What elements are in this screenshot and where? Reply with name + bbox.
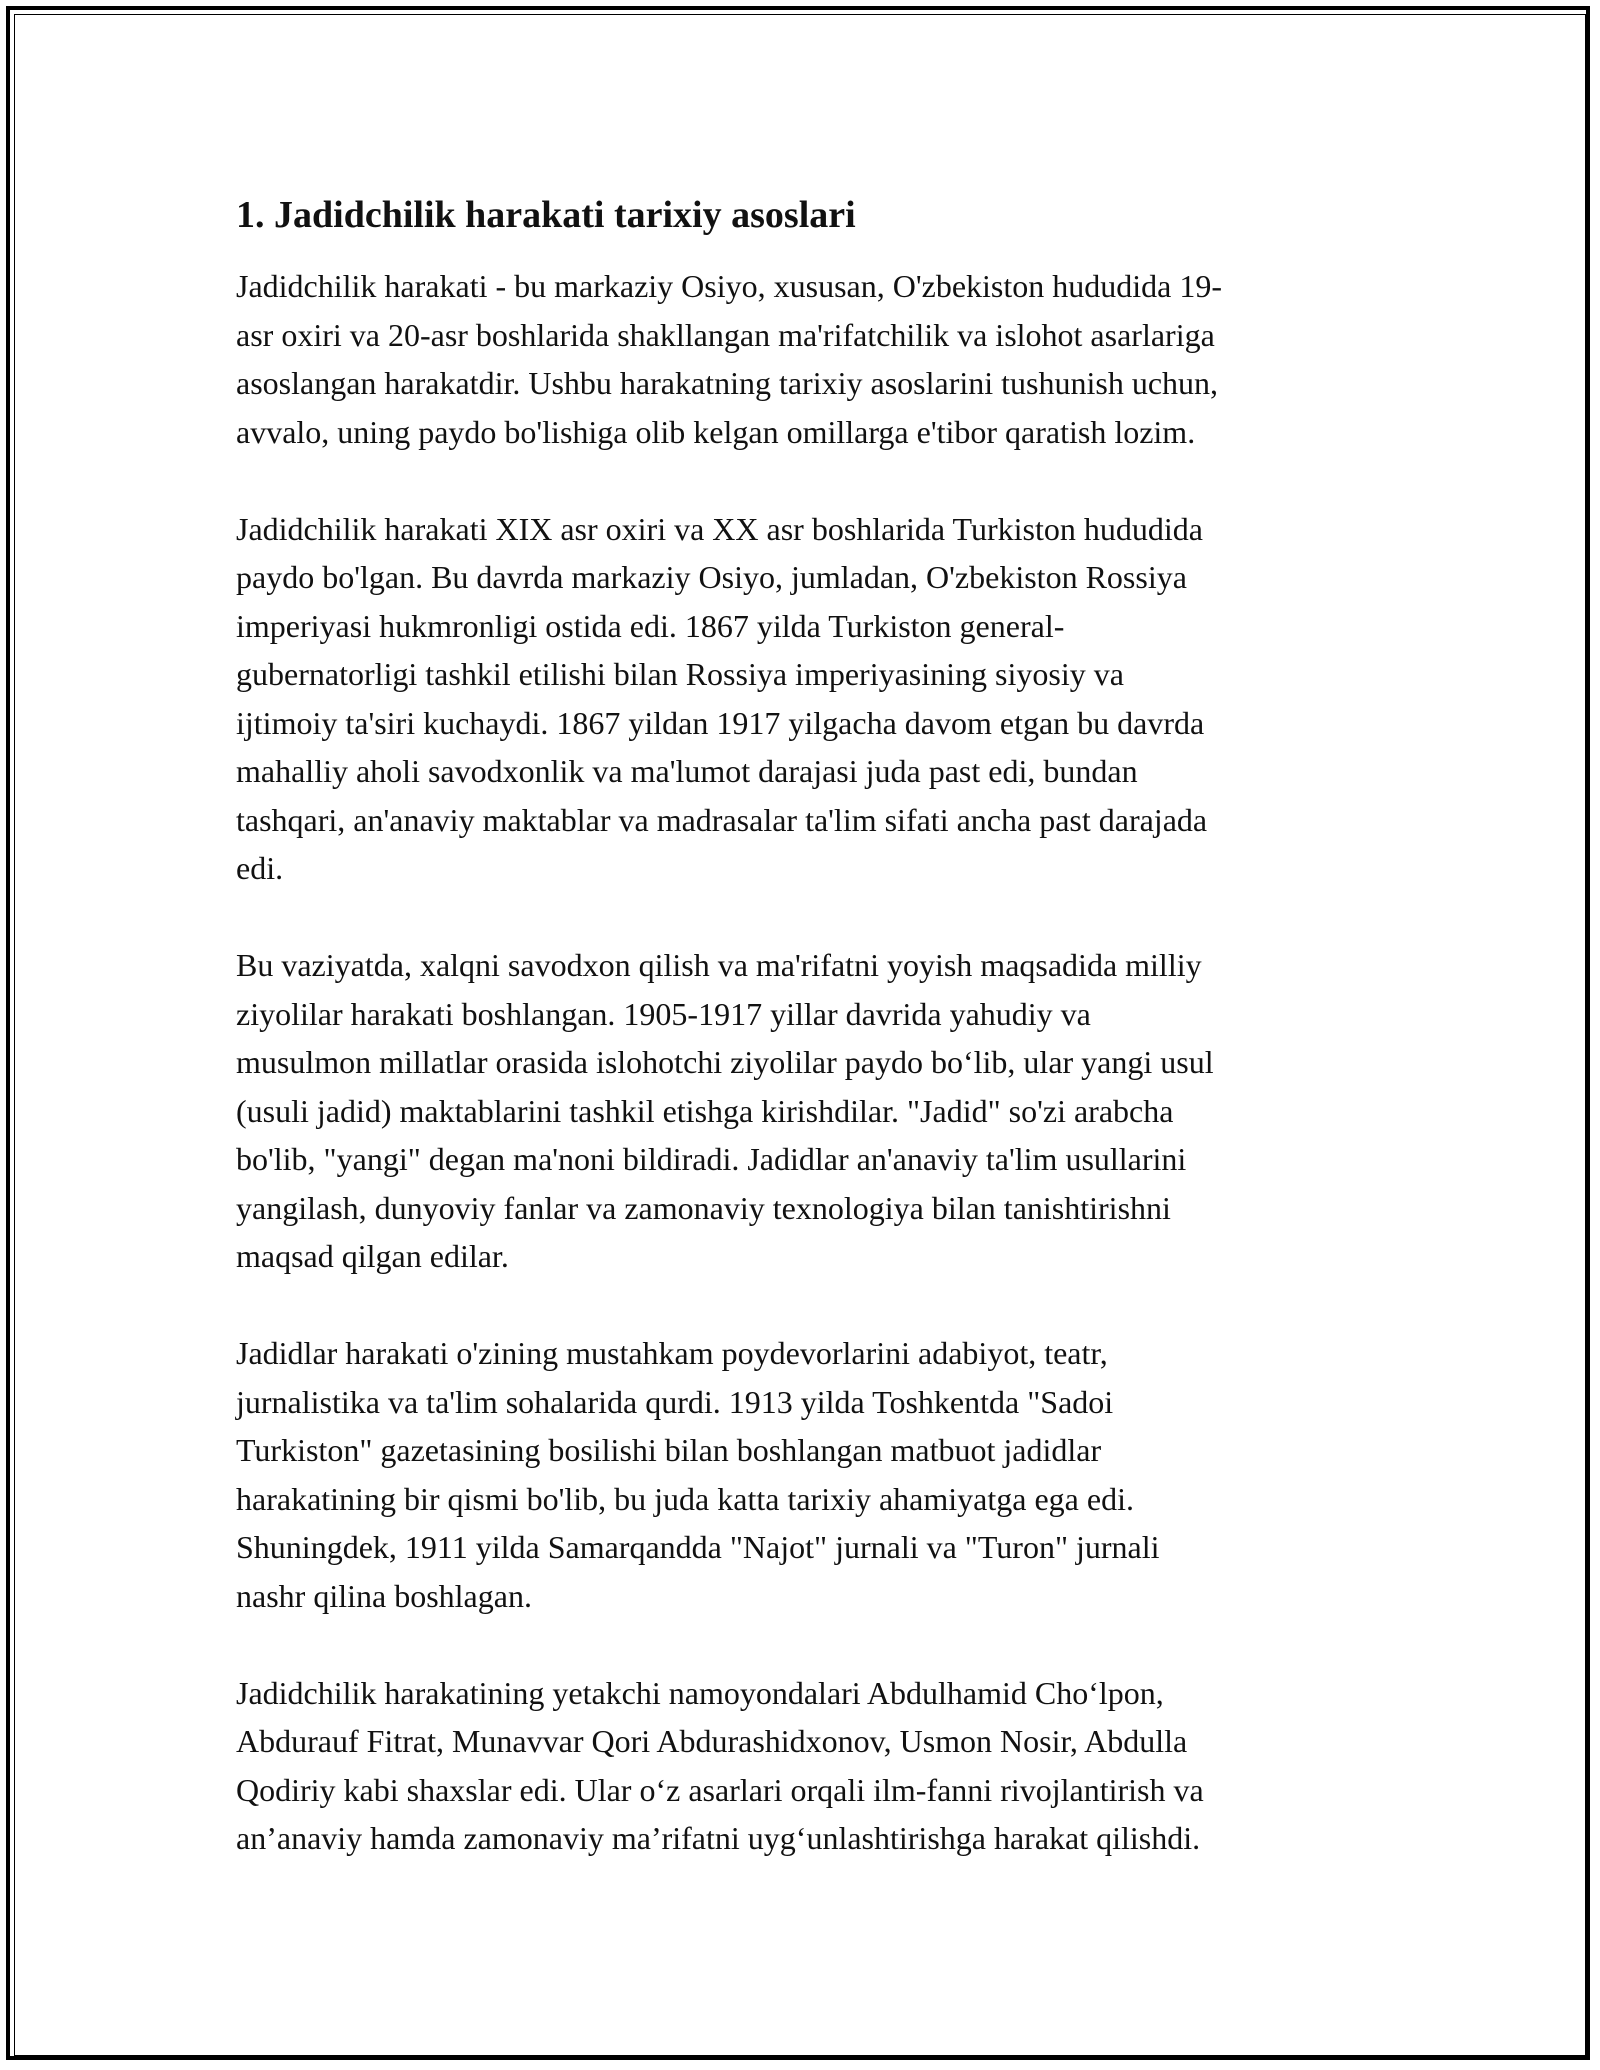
text-line: mahalliy aholi savodxonlik va ma'lumot darajasi juda past edi, bundan: [236, 753, 1138, 789]
text-line: Shuningdek, 1911 yilda Samarqandda "Najot" jurnali va "Turon" jurnali: [236, 1529, 1160, 1565]
text-line: tashqari, an'anaviy maktablar va madrasalar ta'lim sifati ancha past darajada: [236, 801, 1208, 838]
text-line: an’anaviy hamda zamonaviy ma’rifatni uyg‘unlashtirishga harakat qilishdi.: [236, 1820, 1201, 1856]
text-line: yangilash, dunyoviy fanlar va zamonaviy texnologiya bilan tanishtirishni: [236, 1189, 1171, 1226]
text-line: Turkiston" gazetasining bosilishi bilan boshlangan matbuot jadidlar: [236, 1432, 1102, 1468]
paragraph-2: [236, 505, 1396, 893]
text-line: edi.: [236, 850, 284, 886]
text-line: musulmon millatlar orasida islohotchi ziyolilar paydo bo‘lib, ular yangi usul: [236, 1044, 1214, 1080]
text-line: asoslangan harakatdir. Ushbu harakatning tarixiy asoslarini tushunish uchun,: [236, 365, 1219, 401]
paragraph-4: [236, 1329, 1396, 1620]
document-body: [236, 190, 1396, 1911]
text-line: jurnalistika va ta'lim sohalarida qurdi. 1913 yilda Toshkentda "Sadoi: [236, 1383, 1114, 1420]
text-line: Bu vaziyatda, xalqni savodxon qilish va ma'rifatni yoyish maqsadida milliy: [236, 947, 1202, 983]
paragraph-5: [236, 1669, 1396, 1863]
text-line: asr oxiri va 20-asr boshlarida shakllangan ma'rifatchilik va islohot asarlariga: [236, 316, 1215, 353]
text-line: imperiyasi hukmronligi ostida edi. 1867 yilda Turkiston general-: [236, 607, 1065, 644]
text-line: avvalo, uning paydo bo'lishiga olib kelgan omillarga e'tibor qaratish lozim.: [236, 413, 1196, 450]
text-line: gubernatorligi tashkil etilishi bilan Rossiya imperiyasining siyosiy va: [236, 656, 1124, 692]
text-line: ijtimoiy ta'siri kuchaydi. 1867 yildan 1917 yilgacha davom etgan bu davrda: [236, 704, 1205, 741]
text-line: Abdurauf Fitrat, Munavvar Qori Abdurashidxonov, Usmon Nosir, Abdulla: [236, 1723, 1188, 1759]
paragraph-1: [236, 262, 1396, 456]
text-line: bo'lib, "yangi" degan ma'noni bildiradi. Jadidlar an'anaviy ta'lim usullarini: [236, 1141, 1187, 1177]
text-line: Jadidchilik harakati - bu markaziy Osiyo, xususan, O'zbekiston hududida 19-: [236, 268, 1222, 304]
text-line: Jadidlar harakati o'zining mustahkam poydevorlarini adabiyot, teatr,: [236, 1335, 1108, 1371]
text-line: Jadidchilik harakati XIX asr oxiri va XX asr boshlarida Turkiston hududida: [236, 510, 1203, 547]
section-heading: 1. Jadidchilik harakati tarixiy asoslari: [236, 194, 856, 236]
text-line: harakatining bir qismi bo'lib, bu juda katta tarixiy ahamiyatga ega edi.: [236, 1480, 1134, 1517]
text-line: paydo bo'lgan. Bu davrda markaziy Osiyo, jumladan, O'zbekiston Rossiya: [236, 559, 1187, 595]
text-line: maqsad qilgan edilar.: [236, 1238, 509, 1274]
paragraph-3: [236, 941, 1396, 1281]
text-line: Jadidchilik harakatining yetakchi namoyondalari Abdulhamid Cho‘lpon,: [236, 1674, 1164, 1711]
text-line: (usuli jadid) maktablarini tashkil etishga kirishdilar. "Jadid" so'zi arabcha: [236, 1092, 1174, 1129]
text-line: Qodiriy kabi shaxslar edi. Ular o‘z asarlari orqali ilm-fanni rivojlantirish va: [236, 1771, 1204, 1808]
text-line: ziyolilar harakati boshlangan. 1905-1917 yillar davrida yahudiy va: [236, 995, 1091, 1032]
text-line: nashr qilina boshlagan.: [236, 1577, 532, 1614]
